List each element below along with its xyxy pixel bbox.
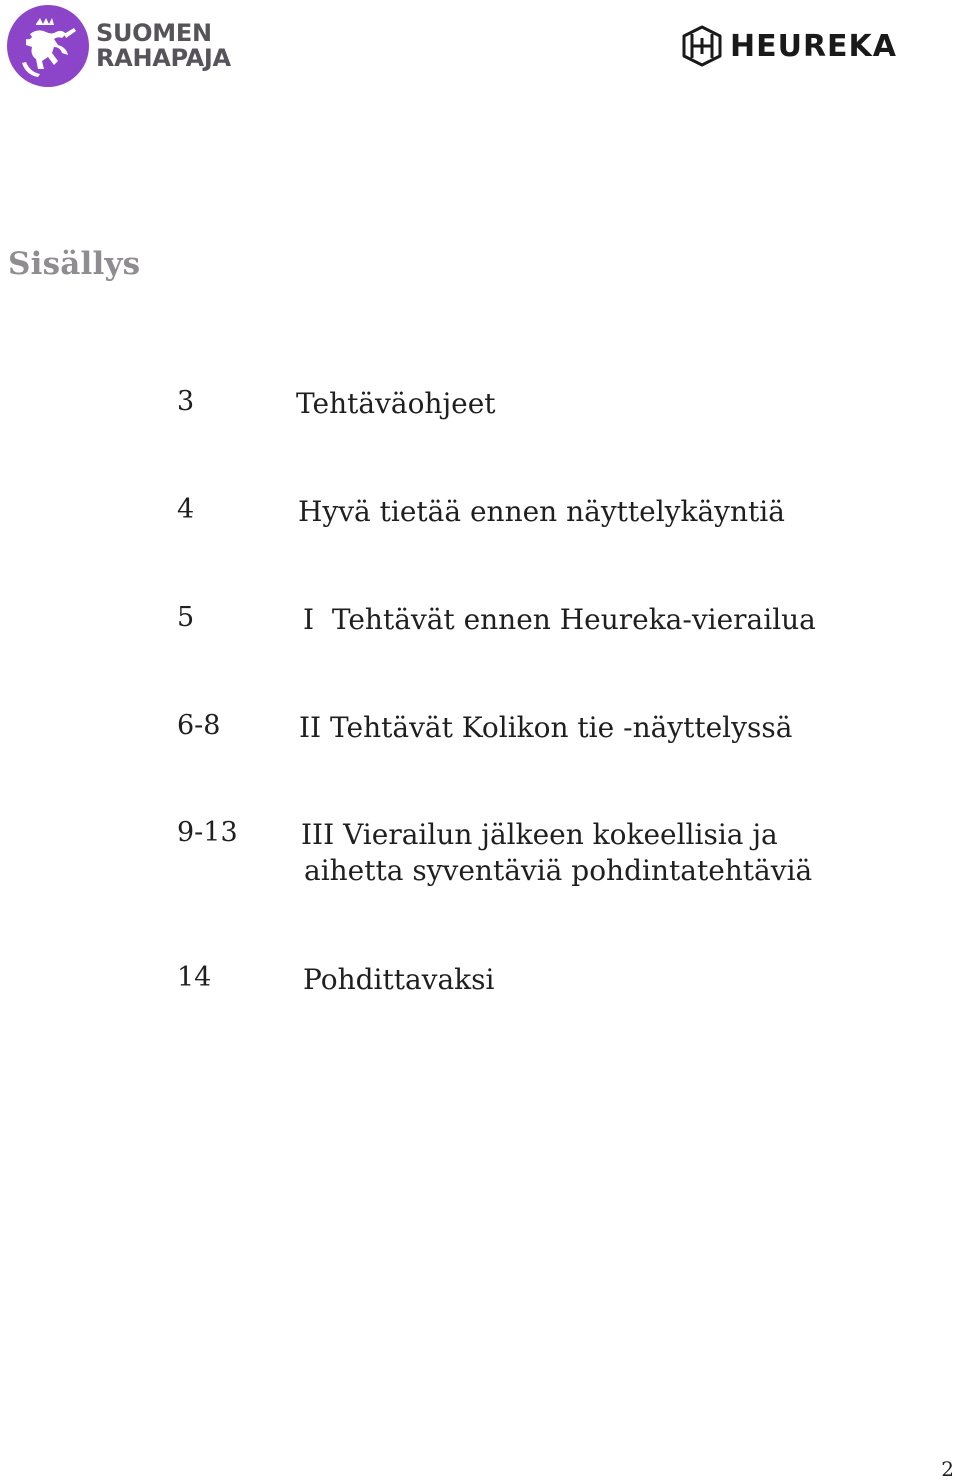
rahapaja-wordmark — [96, 21, 231, 71]
toc-page-number: 9-13 — [177, 817, 238, 848]
heureka-logo — [680, 24, 897, 68]
page-title: Sisällys — [8, 246, 141, 282]
toc-entry-line: III Vierailun jälkeen kokeellisia ja — [301, 818, 778, 851]
toc-entry-line: I Tehtävät ennen Heureka-vierailua — [303, 603, 816, 636]
toc-entry-title — [298, 494, 785, 530]
heraldic-lion-icon — [6, 4, 90, 88]
suomen-rahapaja-logo — [6, 4, 231, 88]
toc-entry-line: II Tehtävät Kolikon tie -näyttelyssä — [299, 711, 793, 744]
rahapaja-line1: SUOMEN — [96, 19, 212, 47]
rahapaja-line2: RAHAPAJA — [96, 44, 231, 72]
page-number: 2 — [941, 1457, 954, 1481]
toc-entry-title — [296, 386, 496, 422]
toc-entry-line: Tehtäväohjeet — [296, 387, 496, 420]
heureka-wordmark: HEUREKA — [730, 28, 898, 64]
toc-entry-title — [303, 962, 494, 998]
toc-page-number: 5 — [177, 602, 195, 633]
toc-entry-title — [303, 602, 816, 638]
toc-page-number: 4 — [177, 494, 195, 525]
heureka-cube-icon — [680, 24, 724, 68]
toc-entry-title — [301, 817, 812, 889]
toc-page-number: 14 — [177, 962, 212, 993]
toc-entry-title — [299, 710, 792, 746]
toc-entry-line: Pohdittavaksi — [303, 963, 495, 996]
toc-page-number: 3 — [177, 386, 195, 417]
toc-page-number: 6-8 — [177, 710, 221, 741]
toc-entry-line: aihetta syventäviä pohdintatehtäviä — [304, 854, 813, 887]
toc-entry-line: Hyvä tietää ennen näyttelykäyntiä — [298, 495, 785, 528]
